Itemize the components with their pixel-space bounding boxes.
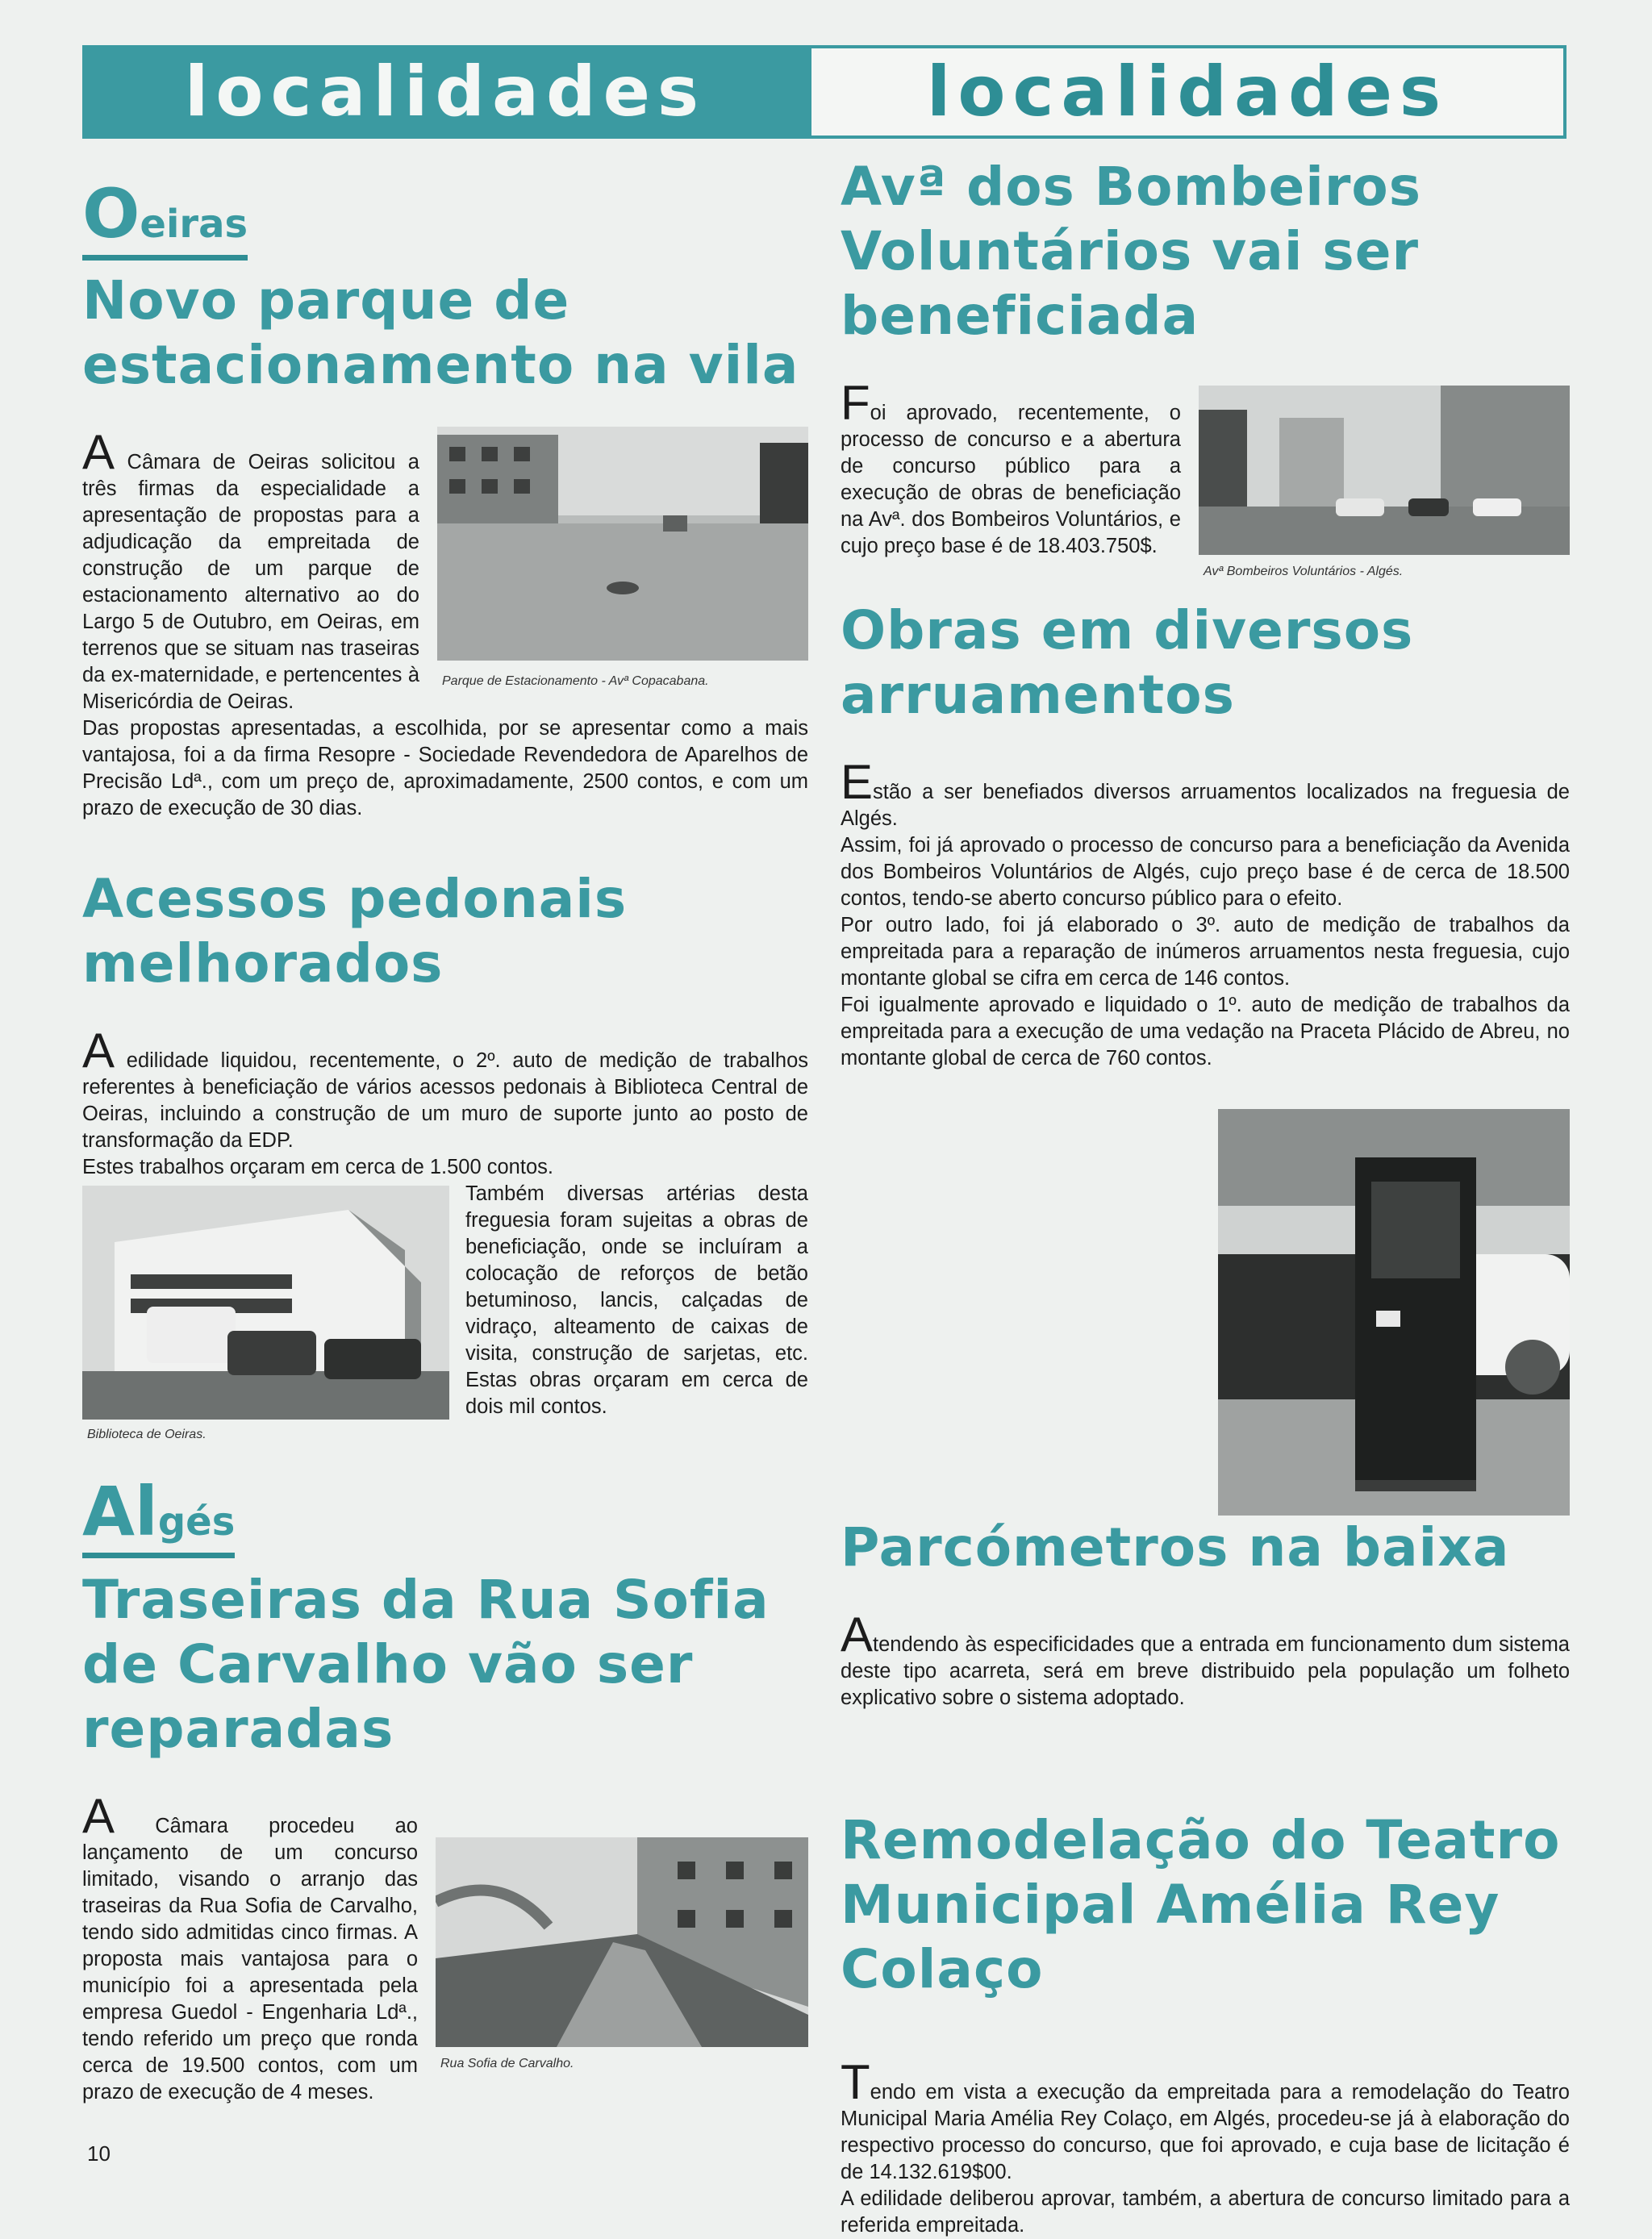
paragraph-obras-1: Estão a ser benefiados diversos arruamentos localizados na freguesia de Algés. bbox=[841, 755, 1570, 830]
header-banner-right: localidades bbox=[808, 45, 1566, 139]
paragraph-acessos-2: Estes trabalhos orçaram em cerca de 1.500 contos. bbox=[82, 1156, 553, 1178]
library-photo bbox=[82, 1186, 449, 1420]
photo-parcometro bbox=[1218, 1109, 1570, 1516]
header-banner-left: localidades bbox=[82, 45, 808, 139]
caption-rua-sofia: Rua Sofia de Carvalho. bbox=[440, 2057, 574, 2070]
paragraph-teatro-2: A edilidade deliberou aprovar, também, a abertura de concurso limitado para a referida empreitada. bbox=[841, 2187, 1570, 2237]
caption-biblioteca: Biblioteca de Oeiras. bbox=[87, 1428, 206, 1441]
article-obras bbox=[841, 755, 1570, 1072]
caption-parque: Parque de Estacionamento - Avª Copacabana. bbox=[442, 674, 709, 688]
article-title-parcometros: Parcómetros na baixa bbox=[841, 1516, 1510, 1578]
dropcap: A bbox=[82, 425, 115, 479]
section-title-oeiras: Oeiras bbox=[82, 174, 248, 261]
article-title-bombeiros: Avª dos Bombeiros Voluntários vai ser beneficiada bbox=[841, 156, 1422, 347]
photo-bombeiros bbox=[1199, 386, 1570, 579]
article-title-parque: Novo parque de estacionamento na vila bbox=[82, 269, 799, 396]
right-column bbox=[841, 153, 1570, 2239]
street-photo bbox=[436, 1837, 808, 2047]
article-traseiras bbox=[82, 1789, 808, 2106]
paragraph-parcometros-1: Atendendo às especificidades que a entrada em funcionamento dum sistema deste tipo acarreta, será em breve distribuido pela população um folheto explicativo sobre o sistema adoptado. bbox=[841, 1607, 1570, 1709]
paragraph-obras-4: Foi igualmente aprovado e liquidado o 1º. auto de medição de trabalhos da empreitada para a execução de uma vedação na Praceta Plácido de Abreu, no montante global de cerca de 760 contos. bbox=[841, 994, 1570, 1069]
article-bombeiros bbox=[841, 376, 1570, 578]
section-heading-alges bbox=[82, 1472, 808, 1558]
article-title-acessos: Acessos pedonais melhorados bbox=[82, 868, 628, 994]
paragraph-parque-1: A Câmara de Oeiras solicitou a três firmas da especialidade a apresentação de propostas para a adjudicação da empreitada de construção de um parque de estacionamento alternativo ao do Largo 5 de Outubro, em Oeiras, em terrenos que se situam nas traseiras da ex-maternidade, e pertencentes à Misericórdia de Oeiras. bbox=[82, 425, 419, 713]
article-acessos bbox=[82, 1024, 808, 1441]
article-teatro bbox=[841, 2055, 1570, 2239]
paragraph-obras-3: Por outro lado, foi já elaborado o 3º. auto de medição de trabalhos da empreitada para a reparação de inúmeros arruamentos nesta freguesia, cujo montante global se cifra em cerca de 146 contos. bbox=[841, 914, 1570, 990]
parking-lot-photo bbox=[437, 427, 808, 661]
paragraph-acessos-3: Também diversas artérias desta freguesia foram sujeitas a obras de beneficiação, onde se incluíram a colocação de reforços de betão betuminoso, lancis, calçadas de vidraço, alteamento de caixas de visita, construção de sarjetas, etc. Estas obras orçaram em cerca de dois mil contos. bbox=[465, 1182, 808, 1418]
page-number: 10 bbox=[87, 2141, 111, 2166]
paragraph-acessos-1: A edilidade liquidou, recentemente, o 2º. auto de medição de trabalhos referentes à beneficiação de vários acessos pedonais à Biblioteca Central de Oeiras, incluindo a construção de um muro de suporte junto ao posto de transformação da EDP. bbox=[82, 1024, 808, 1152]
paragraph-teatro-1: Tendo em vista a execução da empreitada para a remodelação do Teatro Municipal Maria Amélia Rey Colaço, em Algés, procedeu-se já à elaboração do respectivo processo do concurso, que foi aprovado, e cuja base de licitação é de 14.132.619$00. bbox=[841, 2055, 1570, 2183]
article-parcometros bbox=[841, 1133, 1570, 1712]
article-title-traseiras: Traseiras da Rua Sofia de Carvalho vão ser reparadas bbox=[82, 1569, 770, 1760]
caption-bombeiros: Avª Bombeiros Voluntários - Algés. bbox=[1204, 565, 1404, 578]
section-title-alges: Algés bbox=[82, 1472, 235, 1558]
photo-biblioteca bbox=[82, 1186, 449, 1442]
paragraph-obras-2: Assim, foi já aprovado o processo de concurso para a beneficiação da Avenida dos Bombeiros Voluntários de Algés, cujo preço base é de cerca de 18.500 contos, tendo-se aberto concurso público para o efeito. bbox=[841, 834, 1570, 910]
article-title-teatro: Remodelação do Teatro Municipal Amélia Rey Colaço bbox=[841, 1809, 1561, 2000]
section-heading-oeiras bbox=[82, 174, 808, 261]
photo-parque bbox=[437, 427, 808, 689]
article-title-obras: Obras em diversos arruamentos bbox=[841, 599, 1414, 726]
avenue-photo bbox=[1199, 386, 1570, 555]
paragraph-parque-2: Das propostas apresentadas, a escolhida, por se apresentar como a mais vantajosa, foi a da firma Resopre - Sociedade Revendedora de Aparelhos de Precisão Ldª., com um preço de, aproximadamente, 2500 contos, e com um prazo de execução de 30 dias. bbox=[82, 717, 808, 819]
paragraph-bombeiros-1: Foi aprovado, recentemente, o processo de concurso e a abertura de concurso público para a execução de obras de beneficiação na Avª. dos Bombeiros Voluntários, e cujo preço base é de 18.403.750$. bbox=[841, 376, 1181, 557]
parking-meter-photo bbox=[1218, 1109, 1570, 1516]
article-parque bbox=[82, 425, 808, 822]
left-column bbox=[82, 153, 808, 2106]
photo-rua-sofia bbox=[436, 1837, 808, 2071]
paragraph-traseiras-1: A Câmara procedeu ao lançamento de um concurso limitado, visando o arranjo das traseiras da Rua Sofia de Carvalho, tendo sido admitidas cinco firmas. A proposta mais vantajosa para o município foi a apresentada pela empresa Guedol - Engenharia Ldª., tendo referido um preço que ronda cerca de 19.500 contos, com um prazo de execução de 4 meses. bbox=[82, 1789, 418, 2103]
